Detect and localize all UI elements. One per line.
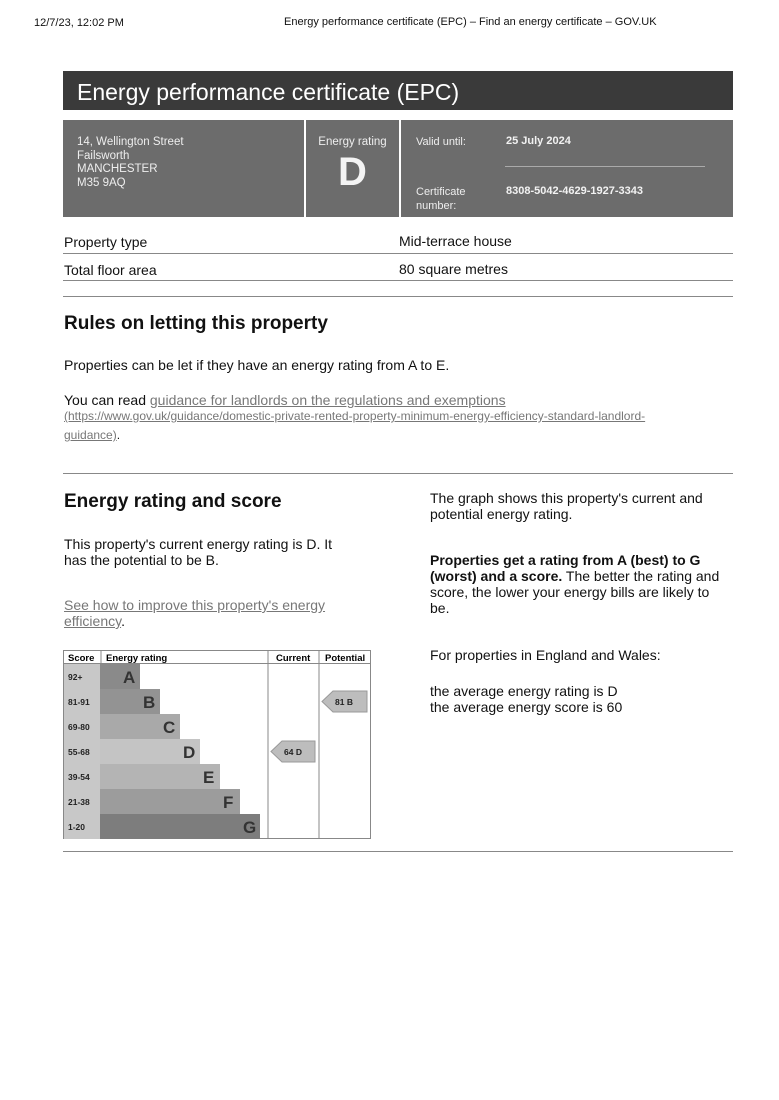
band-score-label: 21-38: [68, 797, 90, 807]
average-text: [430, 683, 622, 715]
improve-period: .: [121, 613, 125, 629]
divider: [63, 253, 733, 254]
improve-efficiency: [64, 597, 325, 629]
rating-explanation: [430, 552, 740, 616]
band-bar-e: [100, 764, 220, 789]
current-rating-line: This property's current energy rating is D. It: [64, 536, 332, 552]
header-energy-rating: Energy rating: [106, 653, 168, 664]
property-type-label: Property type: [64, 234, 148, 250]
print-date: 12/7/23, 12:02 PM: [34, 17, 124, 29]
divider: [63, 280, 733, 281]
guidance-url-link[interactable]: guidance): [64, 428, 117, 442]
band-score-label: 1-20: [68, 822, 86, 832]
energy-rating-chart: [63, 650, 371, 839]
rating-explanation-line: score, the lower your energy bills are likely to: [430, 584, 710, 600]
header-potential: Potential: [325, 653, 366, 664]
current-rating-text: [64, 536, 332, 568]
divider: [63, 473, 733, 474]
floor-area-value: 80 square metres: [399, 261, 508, 277]
address-line: Failsworth: [77, 149, 130, 162]
band-score-label: 81-91: [68, 697, 90, 707]
header-score: Score: [68, 653, 95, 664]
guidance-link[interactable]: guidance for landlords on the regulations and exemptions: [149, 392, 506, 408]
band-letter-f: F: [223, 793, 234, 812]
band-letter-b: B: [143, 693, 156, 712]
address-line: M35 9AQ: [77, 176, 126, 189]
band-bar-g: [100, 814, 260, 839]
average-rating: the average energy rating is D: [430, 683, 618, 699]
divider: [63, 851, 733, 852]
band-score-label: 69-80: [68, 722, 90, 732]
letting-heading: Rules on letting this property: [64, 313, 328, 334]
rating-explanation-bold: (worst) and a score.: [430, 568, 563, 584]
header-current: Current: [276, 653, 311, 664]
guidance-url-link[interactable]: (https://www.gov.uk/guidance/domestic-private-rented-property-minimum-energy-efficiency-standard-landlord-: [64, 409, 646, 423]
rating-explanation-line: Properties get a rating from A (best) to G: [430, 552, 701, 568]
valid-until-value: 25 July 2024: [506, 135, 571, 147]
divider: [505, 166, 705, 167]
improve-efficiency-link[interactable]: efficiency: [64, 613, 122, 629]
certificate-title: Energy performance certificate (EPC): [63, 71, 733, 110]
band-letter-a: A: [123, 668, 136, 687]
graph-description-line: potential energy rating.: [430, 506, 573, 522]
rating-explanation-text: The better the rating and: [562, 568, 720, 584]
print-page-title: Energy performance certificate (EPC) – Find an energy certificate – GOV.UK: [284, 16, 657, 28]
current-rating-line: has the potential to be B.: [64, 552, 219, 568]
guidance-paragraph: [64, 392, 506, 408]
divider: [63, 296, 733, 297]
band-bar-f: [100, 789, 240, 814]
certificate-number-label: number:: [416, 200, 457, 212]
graph-description-line: The graph shows this property's current and: [430, 490, 703, 506]
potential-rating-label: 81 B: [335, 697, 353, 707]
validity-panel: [401, 120, 733, 217]
valid-until-label: Valid until:: [416, 136, 466, 148]
energy-rating-heading: Energy rating and score: [64, 491, 282, 512]
url-period: .: [116, 428, 121, 442]
address-line: 14, Wellington Street: [77, 136, 184, 148]
band-letter-e: E: [203, 768, 215, 787]
band-letter-g: G: [243, 818, 257, 837]
band-score-label: 55-68: [68, 747, 90, 757]
improve-efficiency-link[interactable]: See how to improve this property's energy: [64, 597, 326, 613]
band-score-label: 39-54: [68, 772, 90, 782]
rating-label: Energy rating: [318, 136, 387, 148]
band-letter-c: C: [163, 718, 176, 737]
band-letter-d: D: [183, 743, 196, 762]
graph-description: [430, 490, 703, 522]
floor-area-label: Total floor area: [64, 262, 157, 278]
rating-letter: D: [338, 150, 367, 194]
certificate-number-value: 8308-5042-4629-1927-3343: [506, 185, 644, 197]
address-line: MANCHESTER: [77, 163, 158, 175]
current-rating-label: 64 D: [284, 747, 302, 757]
rating-panel: [306, 120, 399, 217]
property-type-value: Mid-terrace house: [399, 233, 512, 249]
address-panel: [63, 120, 304, 217]
rating-explanation-line: be.: [430, 600, 450, 616]
certificate-number-label: Certificate: [416, 186, 466, 198]
guidance-prefix: You can read: [64, 392, 150, 408]
band-score-label: 92+: [68, 672, 83, 682]
region-text: For properties in England and Wales:: [430, 647, 661, 663]
average-score: the average energy score is 60: [430, 699, 623, 715]
guidance-url: [64, 407, 754, 445]
letting-paragraph: Properties can be let if they have an energy rating from A to E.: [64, 357, 450, 373]
